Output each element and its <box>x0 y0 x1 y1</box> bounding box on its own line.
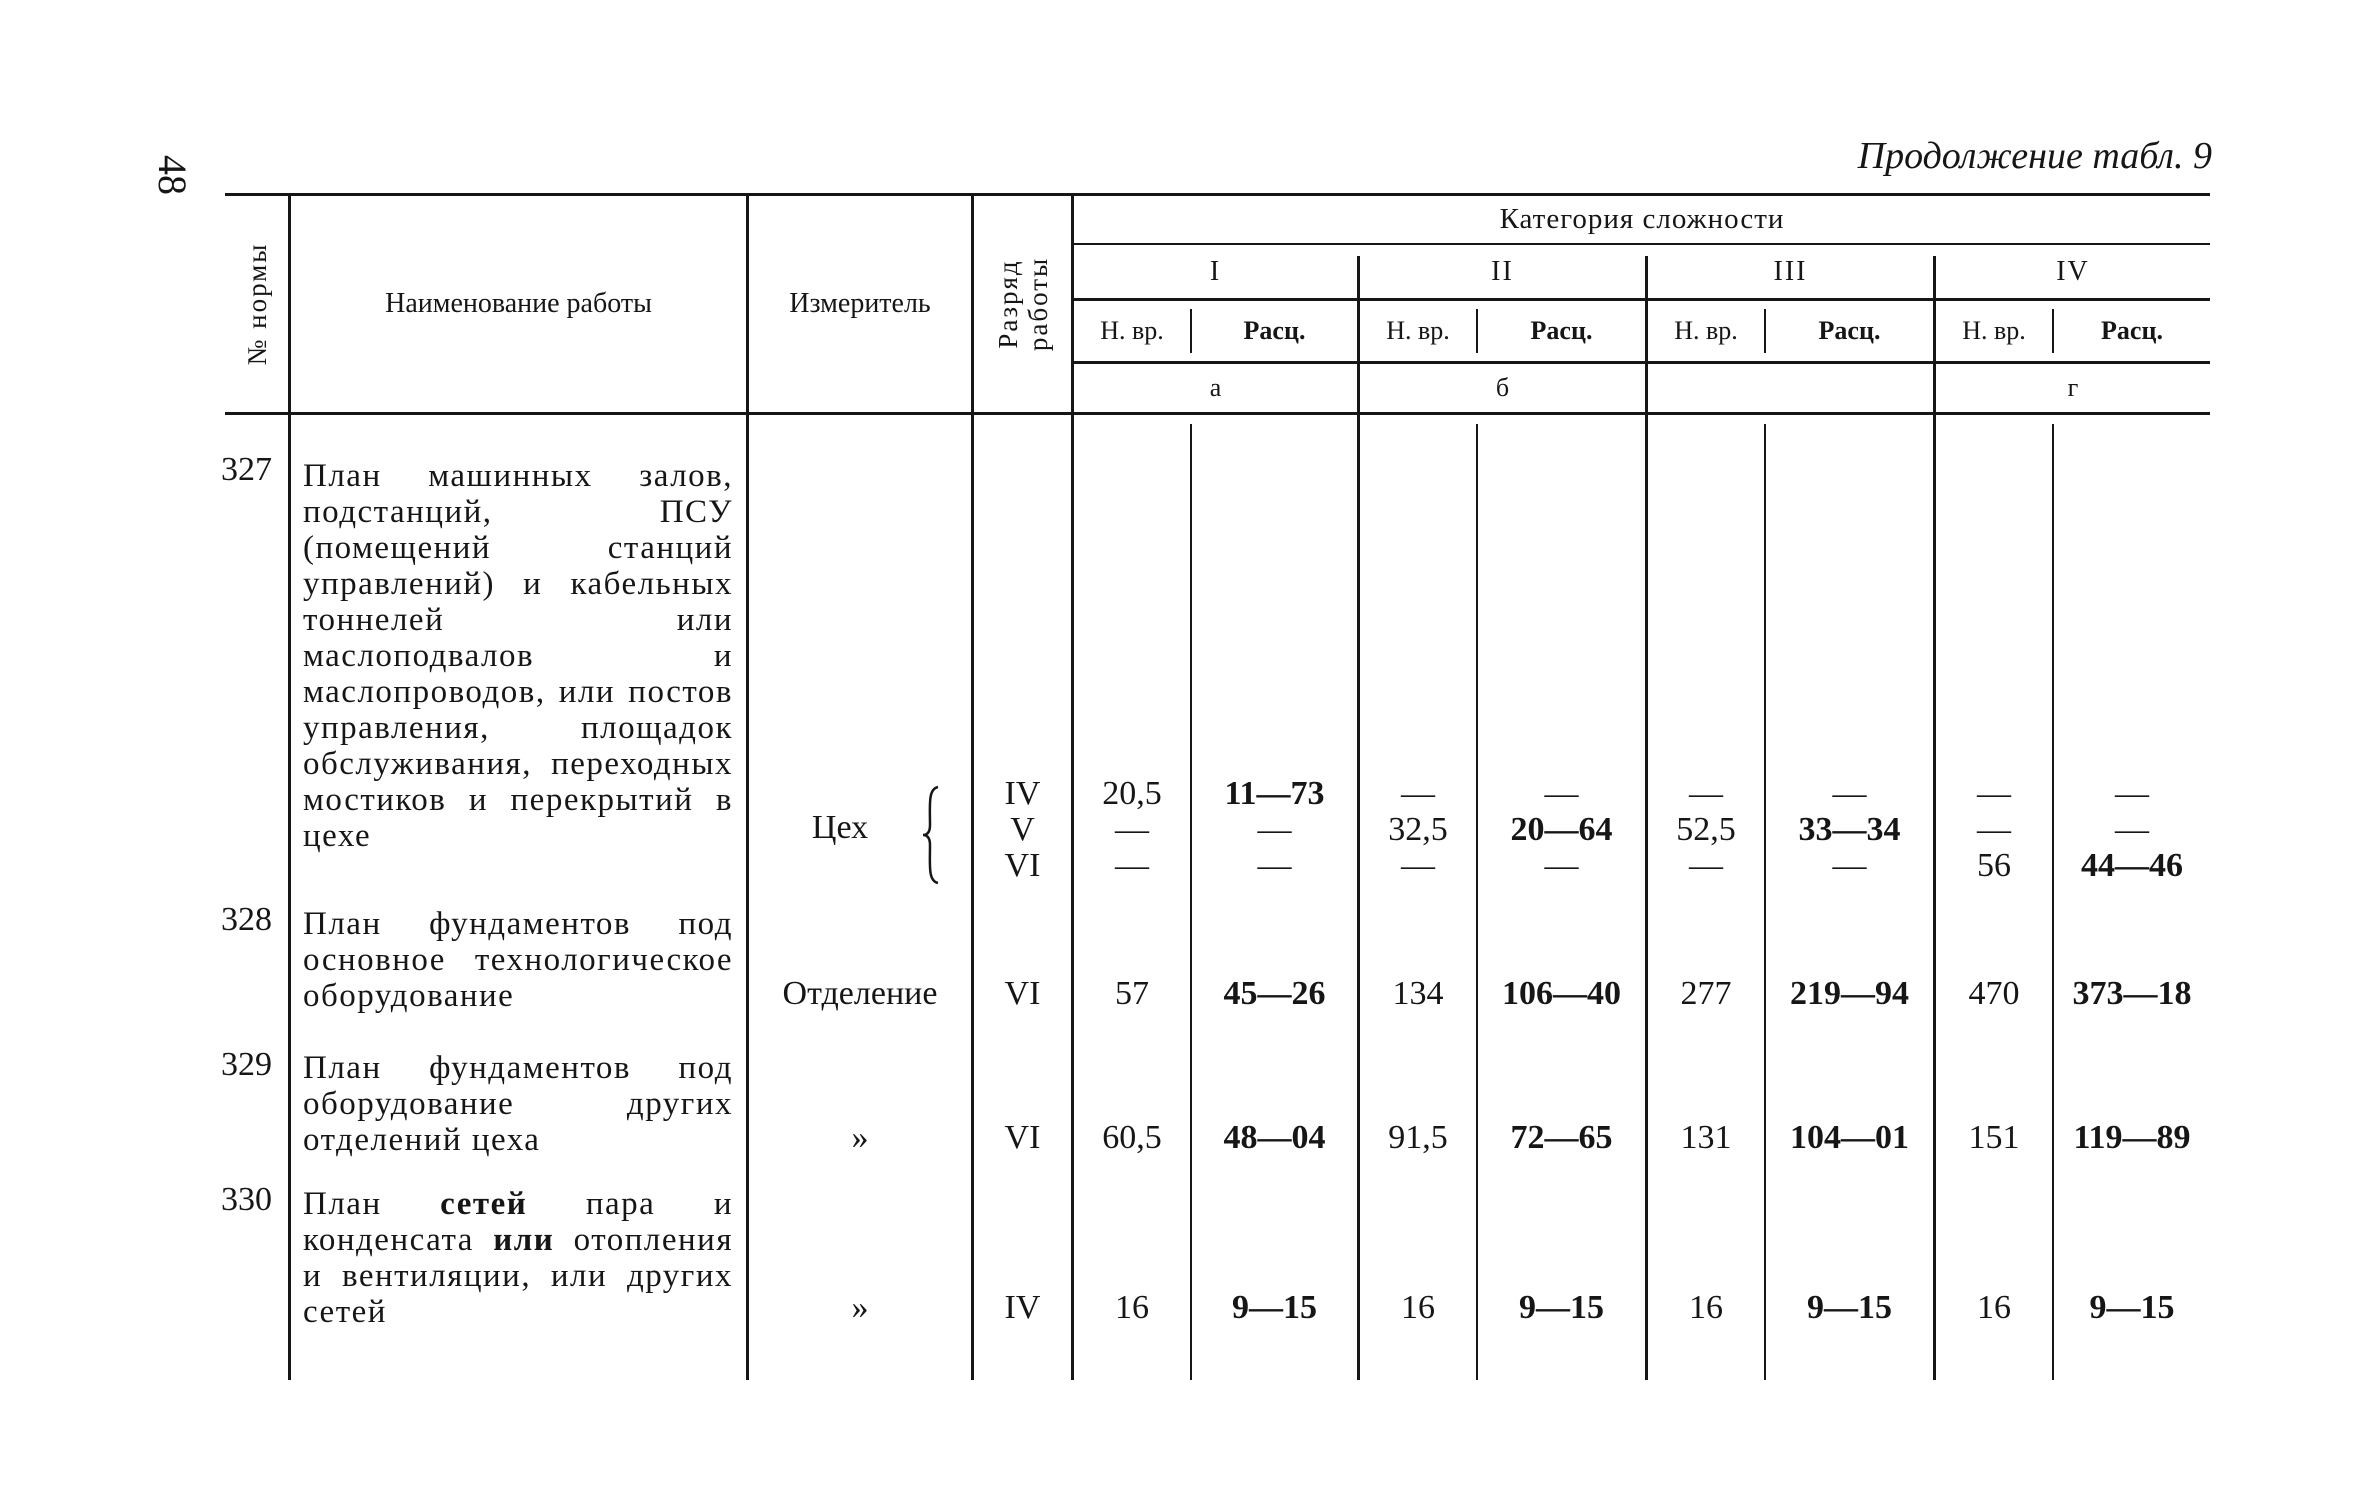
rate-value: — <box>2115 775 2149 812</box>
time-value: 277 <box>1680 975 1732 1012</box>
header-time-iii: Н. вр. <box>1674 316 1738 345</box>
unit-value: » <box>851 1119 869 1156</box>
work-description: План фундаментов под основное технологическое оборудование <box>303 906 733 1014</box>
time-value: — <box>1689 775 1723 812</box>
work-description: План сетей пара и конденсата или отопления и вентиляции, или других сетей <box>303 1186 733 1330</box>
header-rate-i: Расц. <box>1243 316 1306 345</box>
time-value: — <box>1689 847 1723 884</box>
time-value: — <box>1977 811 2011 848</box>
time-value: 16 <box>1977 1289 2011 1326</box>
time-value: 60,5 <box>1102 1119 1162 1156</box>
rate-value: 44—46 <box>2081 847 2183 884</box>
time-value: 52,5 <box>1676 811 1736 848</box>
time-value: 57 <box>1115 975 1149 1012</box>
header-rate-iv: Расц. <box>2101 316 2163 345</box>
work-description: План машинных залов, подстанций, ПСУ (помещений станций управлений) и кабельных тоннелей или маслоподвалов и маслопроводов, или постов управления, площадок обслуживания, переходных мостиков и перекрытий в цехе <box>303 458 733 854</box>
rate-value: 9—15 <box>2089 1289 2175 1326</box>
rate-value: 9—15 <box>1232 1289 1317 1326</box>
rate-value: 106—40 <box>1502 975 1621 1012</box>
header-category-i: I <box>1209 255 1222 287</box>
time-value: 91,5 <box>1388 1119 1448 1156</box>
rate-value: 9—15 <box>1807 1289 1892 1326</box>
unit-value: » <box>851 1289 869 1326</box>
continuation-title: Продолжение табл. 9 <box>1857 135 2212 177</box>
rate-value: — <box>1544 847 1579 884</box>
rate-value: — <box>2115 811 2149 848</box>
rate-value: 11—73 <box>1224 775 1325 812</box>
time-value: 56 <box>1977 847 2011 884</box>
rate-value: 33—34 <box>1798 811 1901 848</box>
header-time-iv: Н. вр. <box>1962 316 2026 345</box>
header-letter-g: г <box>2067 373 2079 402</box>
rate-value: 20—64 <box>1510 811 1613 848</box>
norm-number: 328 <box>221 901 272 938</box>
rate-value: — <box>1544 775 1579 812</box>
time-value: — <box>1115 847 1149 884</box>
time-value: 134 <box>1392 975 1444 1012</box>
header-norm-number: № нормы <box>241 242 272 366</box>
rate-value: — <box>1832 775 1867 812</box>
grade-value: VI <box>1004 975 1041 1012</box>
norm-number: 327 <box>221 451 272 488</box>
header-category-ii: II <box>1491 255 1514 287</box>
header-grade: Разряд работы <box>992 256 1053 352</box>
rate-value: 9—15 <box>1519 1289 1604 1326</box>
grade-value: IV <box>1004 1289 1041 1326</box>
grade-value: VI <box>1004 847 1041 884</box>
rate-value: 119—89 <box>2073 1119 2191 1156</box>
rate-value: 45—26 <box>1223 975 1326 1012</box>
time-value: 32,5 <box>1388 811 1448 848</box>
header-category: Категория сложности <box>1499 203 1785 235</box>
rate-value: 48—04 <box>1223 1119 1326 1156</box>
header-rate-ii: Расц. <box>1530 316 1593 345</box>
header-category-iv: IV <box>2056 255 2090 287</box>
norm-number: 330 <box>221 1181 272 1218</box>
unit-value: Цех <box>811 809 869 846</box>
time-value: 16 <box>1401 1289 1435 1326</box>
rate-value: 104—01 <box>1790 1119 1909 1156</box>
grade-value: IV <box>1004 775 1041 812</box>
header-category-iii: III <box>1773 255 1808 287</box>
header-work-name: Наименование работы <box>385 288 652 319</box>
time-value: 151 <box>1968 1119 2020 1156</box>
norm-number: 329 <box>221 1046 272 1083</box>
rate-value: — <box>1832 847 1867 884</box>
header-time-ii: Н. вр. <box>1386 316 1450 345</box>
header-rate-iii: Расц. <box>1818 316 1881 345</box>
time-value: 20,5 <box>1102 775 1162 812</box>
page-number: 48 <box>150 155 195 195</box>
rate-value: 72—65 <box>1510 1119 1613 1156</box>
time-value: — <box>1401 847 1435 884</box>
header-letter-a: а <box>1209 373 1222 402</box>
header-letter-b: б <box>1495 373 1510 402</box>
time-value: 470 <box>1968 975 2020 1012</box>
brace-icon <box>920 785 942 885</box>
header-unit: Измеритель <box>789 288 931 319</box>
grade-value: VI <box>1004 1119 1041 1156</box>
time-value: — <box>1401 775 1435 812</box>
time-value: — <box>1115 811 1149 848</box>
time-value: 16 <box>1115 1289 1149 1326</box>
rate-value: — <box>1257 811 1292 848</box>
time-value: — <box>1977 775 2011 812</box>
time-value: 16 <box>1689 1289 1723 1326</box>
unit-value: Отделение <box>782 975 938 1012</box>
time-value: 131 <box>1680 1119 1732 1156</box>
work-description: План фундаментов под оборудование других отделений цеха <box>303 1050 733 1158</box>
rate-value: — <box>1257 847 1292 884</box>
grade-value: V <box>1010 811 1035 848</box>
rate-value: 373—18 <box>2072 975 2192 1012</box>
rate-value: 219—94 <box>1790 975 1909 1012</box>
header-time-i: Н. вр. <box>1100 316 1164 345</box>
